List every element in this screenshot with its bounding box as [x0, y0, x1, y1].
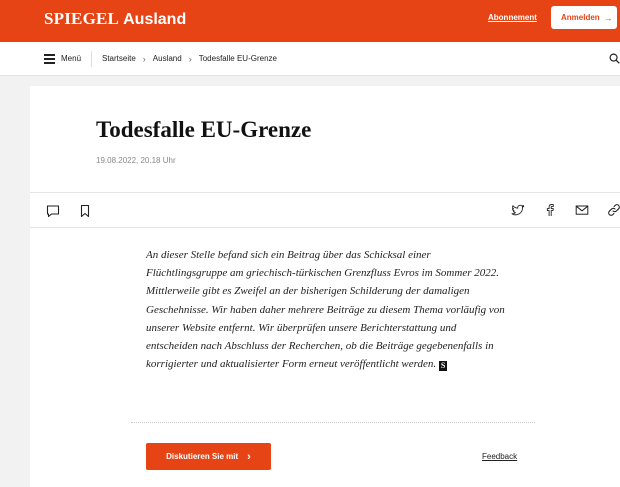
hamburger-icon	[44, 54, 55, 63]
spiegel-logo[interactable]	[44, 9, 186, 30]
breadcrumb-chevron-icon: ›	[188, 53, 192, 64]
nav-divider	[91, 51, 92, 67]
subscription-link[interactable]: Abonnement	[488, 13, 537, 22]
article-title: Todesfalle EU-Grenze	[96, 117, 312, 142]
comment-icon[interactable]	[46, 204, 60, 218]
brand-name: SPIEGEL	[44, 9, 120, 28]
mail-icon[interactable]	[575, 203, 589, 217]
breadcrumb-chevron-icon: ›	[142, 53, 146, 64]
top-header	[0, 0, 620, 42]
article-body-text: An dieser Stelle befand sich ein Beitrag über das Schicksal einer Flüchtlingsgruppe am griechisch-türkischen Grenzfluss Evros im Sommer 2022. Mittlerweile gibt es Zweifel an der bisherigen Schilderung der damaligen Geschehnisse. Wir haben daher mehrere Beiträge zu diesem Thema vorläufig von unserer Website entfernt. Wir überprüfen unsere Berichterstattung und entscheiden nach Abschluss der Recherchen, ob die Beiträge gegebenenfalls in korrigierter und aktualisierter Form erneut veröffentlicht werden.	[146, 249, 505, 371]
search-icon[interactable]	[609, 53, 620, 64]
login-button-label: Anmelden	[561, 13, 600, 22]
article-date: 19.08.2022, 20.18 Uhr	[96, 156, 176, 165]
menu-label: Menü	[61, 54, 82, 63]
login-button[interactable]	[551, 6, 617, 29]
dotted-divider	[131, 422, 535, 423]
feedback-link[interactable]: Feedback	[482, 452, 518, 461]
article-card	[30, 86, 620, 487]
bookmark-icon[interactable]	[78, 204, 92, 218]
facebook-icon[interactable]	[543, 203, 557, 217]
login-chevron-icon: →	[603, 12, 613, 23]
divider	[30, 192, 620, 193]
chevron-right-icon: ›	[247, 450, 251, 463]
menu-button[interactable]	[44, 54, 81, 63]
spiegel-end-mark: S	[440, 361, 446, 371]
twitter-icon[interactable]	[511, 203, 525, 217]
discuss-button-label: Diskutieren Sie mit	[166, 452, 239, 461]
breadcrumb	[102, 54, 277, 63]
breadcrumb-section[interactable]: Ausland	[152, 54, 182, 63]
navigation-bar	[0, 42, 620, 76]
article-body	[146, 246, 506, 373]
section-name: Ausland	[123, 11, 187, 28]
link-icon[interactable]	[607, 203, 620, 217]
discuss-button[interactable]	[146, 443, 271, 470]
breadcrumb-current[interactable]: Todesfalle EU-Grenze	[198, 54, 277, 63]
breadcrumb-home[interactable]: Startseite	[102, 54, 136, 63]
divider	[30, 227, 620, 228]
